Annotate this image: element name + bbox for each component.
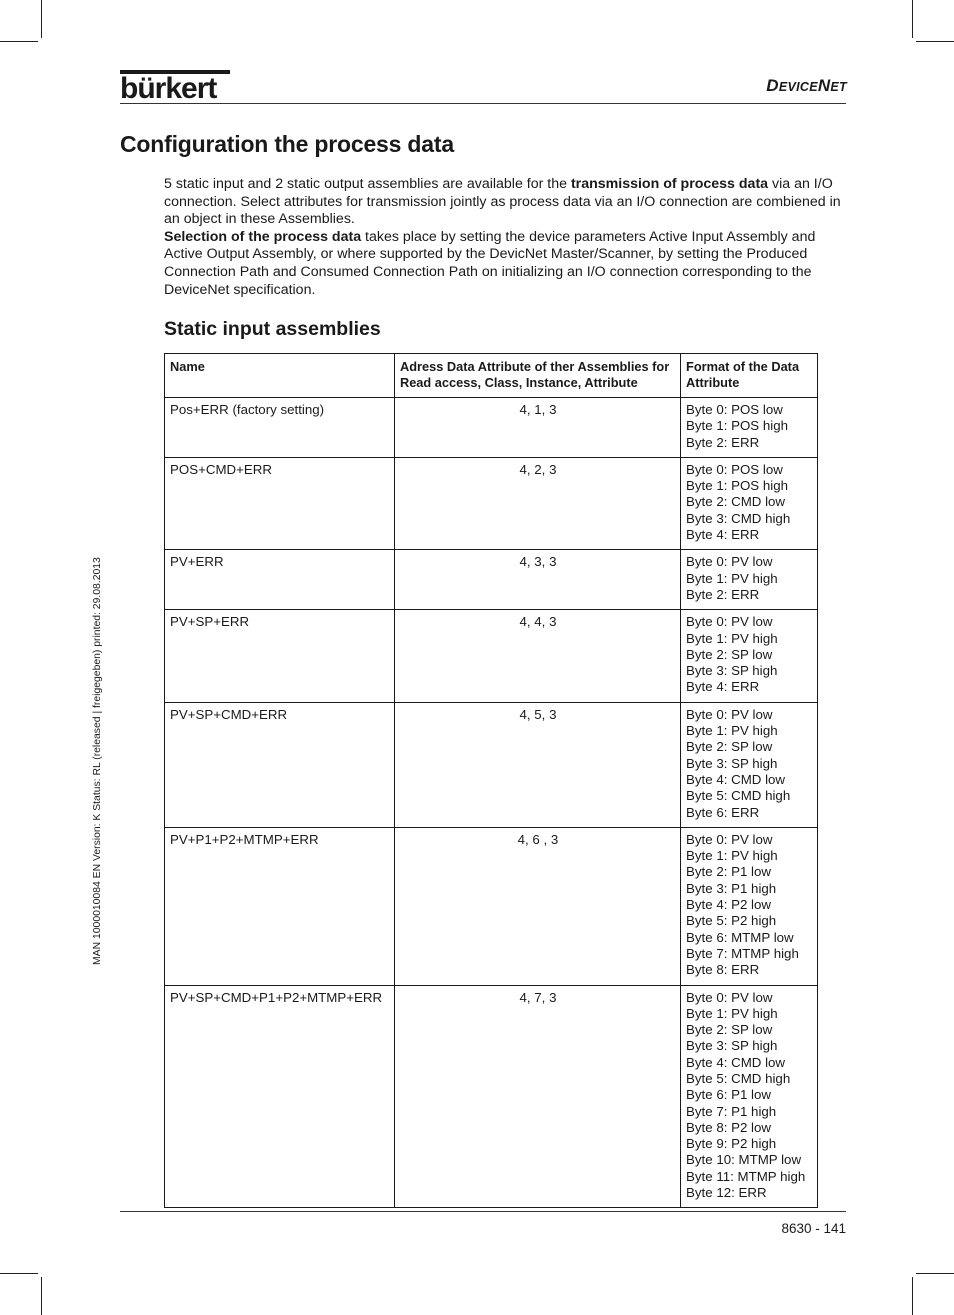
format-line: Byte 0: PV low: [686, 831, 773, 847]
format-line: Byte 12: ERR: [686, 1185, 767, 1201]
format-line: Byte 4: CMD low: [686, 1054, 786, 1070]
assembly-address: 4, 2, 3: [394, 457, 680, 549]
format-line: Byte 2: ERR: [686, 586, 760, 602]
format-line: Byte 0: PV low: [686, 706, 773, 722]
assembly-format: [681, 827, 818, 985]
format-line: Byte 4: ERR: [686, 527, 760, 543]
assembly-address: 4, 7, 3: [394, 985, 680, 1208]
assembly-address: 4, 3, 3: [394, 550, 680, 610]
format-line: Byte 4: CMD low: [686, 771, 786, 787]
format-line: Byte 2: SP low: [686, 1022, 773, 1038]
format-line: Byte 8: ERR: [686, 962, 760, 978]
crop-mark: [912, 1277, 913, 1315]
assembly-format: [681, 702, 818, 827]
table-row: [165, 550, 818, 610]
format-line: Byte 2: CMD low: [686, 494, 786, 510]
format-line: Byte 7: MTMP high: [686, 945, 799, 961]
footer-divider: [120, 1211, 846, 1212]
format-line: Byte 8: P2 low: [686, 1119, 772, 1135]
format-line: Byte 3: SP high: [686, 1038, 778, 1054]
crop-mark: [41, 0, 42, 38]
format-line: Byte 1: PV high: [686, 630, 778, 646]
table-header-row: [165, 354, 818, 398]
assembly-name: PV+SP+ERR: [165, 610, 395, 702]
column-header-address: Adress Data Attribute of ther Assemblies for Read access, Class, Instance, Attribute: [394, 354, 680, 398]
table-row: [165, 398, 818, 458]
assembly-name: POS+CMD+ERR: [165, 457, 395, 549]
crop-mark: [916, 1273, 954, 1274]
assembly-format: [681, 398, 818, 458]
burkert-logo: [120, 66, 230, 102]
crop-mark: [0, 1273, 38, 1274]
header-divider: [120, 103, 846, 104]
format-line: Byte 7: P1 high: [686, 1103, 777, 1119]
format-line: Byte 0: PV low: [686, 989, 773, 1005]
assembly-address: 4, 4, 3: [394, 610, 680, 702]
assembly-address: 4, 1, 3: [394, 398, 680, 458]
format-line: Byte 3: CMD high: [686, 510, 791, 526]
intro-paragraph-1: 5 static input and 2 static output assemblies are available for the transmission of process data via an I/O connection. Select attributes for transmission jointly as process data via an I/O connection are combiened in an object in these Assemblies.: [164, 176, 841, 228]
format-line: Byte 1: PV high: [686, 723, 778, 739]
format-line: Byte 6: ERR: [686, 804, 760, 820]
section-title: Static input assemblies: [164, 318, 381, 340]
assembly-name: PV+SP+CMD+P1+P2+MTMP+ERR: [165, 985, 395, 1208]
format-line: Byte 3: SP high: [686, 755, 778, 771]
assembly-address: 4, 5, 3: [394, 702, 680, 827]
format-line: Byte 3: P1 high: [686, 880, 777, 896]
assembly-name: PV+P1+P2+MTMP+ERR: [165, 827, 395, 985]
format-line: Byte 9: P2 high: [686, 1136, 777, 1152]
format-line: Byte 0: PV low: [686, 554, 773, 570]
format-line: Byte 1: PV high: [686, 570, 778, 586]
format-line: Byte 0: POS low: [686, 402, 783, 417]
assembly-address: 4, 6 , 3: [394, 827, 680, 985]
format-line: Byte 2: SP low: [686, 646, 773, 662]
assembly-name: PV+ERR: [165, 550, 395, 610]
format-line: Byte 3: SP high: [686, 663, 778, 679]
page-title: Configuration the process data: [120, 131, 454, 157]
format-line: Byte 1: PV high: [686, 1005, 778, 1021]
format-line: Byte 2: ERR: [686, 434, 760, 450]
format-line: Byte 5: CMD high: [686, 1070, 791, 1086]
column-header-format: Format of the Data Attribute: [681, 354, 818, 398]
format-line: Byte 4: P2 low: [686, 897, 772, 913]
crop-mark: [916, 41, 954, 42]
assembly-format: [681, 457, 818, 549]
format-line: Byte 1: POS high: [686, 418, 789, 434]
table-row: [165, 610, 818, 702]
intro-text: [164, 176, 848, 299]
crop-mark: [912, 0, 913, 38]
assembly-name: Pos+ERR (factory setting): [165, 398, 395, 458]
table-row: [165, 827, 818, 985]
brand-name: bürkert: [120, 72, 217, 102]
format-line: Byte 5: CMD high: [686, 788, 791, 804]
assembly-name: PV+SP+CMD+ERR: [165, 702, 395, 827]
crop-mark: [41, 1277, 42, 1315]
table-row: [165, 702, 818, 827]
format-line: Byte 2: SP low: [686, 739, 773, 755]
format-line: Byte 1: POS high: [686, 478, 789, 494]
format-line: Byte 11: MTMP high: [686, 1168, 806, 1184]
format-line: Byte 6: MTMP low: [686, 929, 794, 945]
format-line: Byte 0: POS low: [686, 461, 783, 477]
crop-mark: [0, 41, 38, 42]
page-number: 8630 - 141: [781, 1221, 846, 1236]
assembly-format: [681, 550, 818, 610]
format-line: Byte 1: PV high: [686, 848, 778, 864]
format-line: Byte 2: P1 low: [686, 864, 772, 880]
table-row: [165, 985, 818, 1208]
format-line: Byte 0: PV low: [686, 614, 773, 630]
header-title: DEVICENET: [766, 76, 847, 95]
table-row: [165, 457, 818, 549]
format-line: Byte 10: MTMP low: [686, 1152, 802, 1168]
static-input-assemblies-table: [164, 353, 818, 1208]
format-line: Byte 5: P2 high: [686, 913, 777, 929]
assembly-format: [681, 610, 818, 702]
format-line: Byte 4: ERR: [686, 679, 760, 695]
format-line: Byte 6: P1 low: [686, 1087, 772, 1103]
document-version-note: MAN 1000010084 EN Version: K Status: RL (released | freigegeben) printed: 29.08.2013: [92, 557, 103, 965]
intro-paragraph-2: Selection of the process data takes place by setting the device parameters Active Input Assembly and Active Output Assembly, or where supported by the DevicNet Master/Scanner, by setting the Produced Connection Path and Consumed Connection Path on initializing an I/O connection corresponding to the DeviceNet specification.: [164, 228, 816, 298]
assembly-format: [681, 985, 818, 1208]
column-header-name: Name: [165, 354, 395, 398]
